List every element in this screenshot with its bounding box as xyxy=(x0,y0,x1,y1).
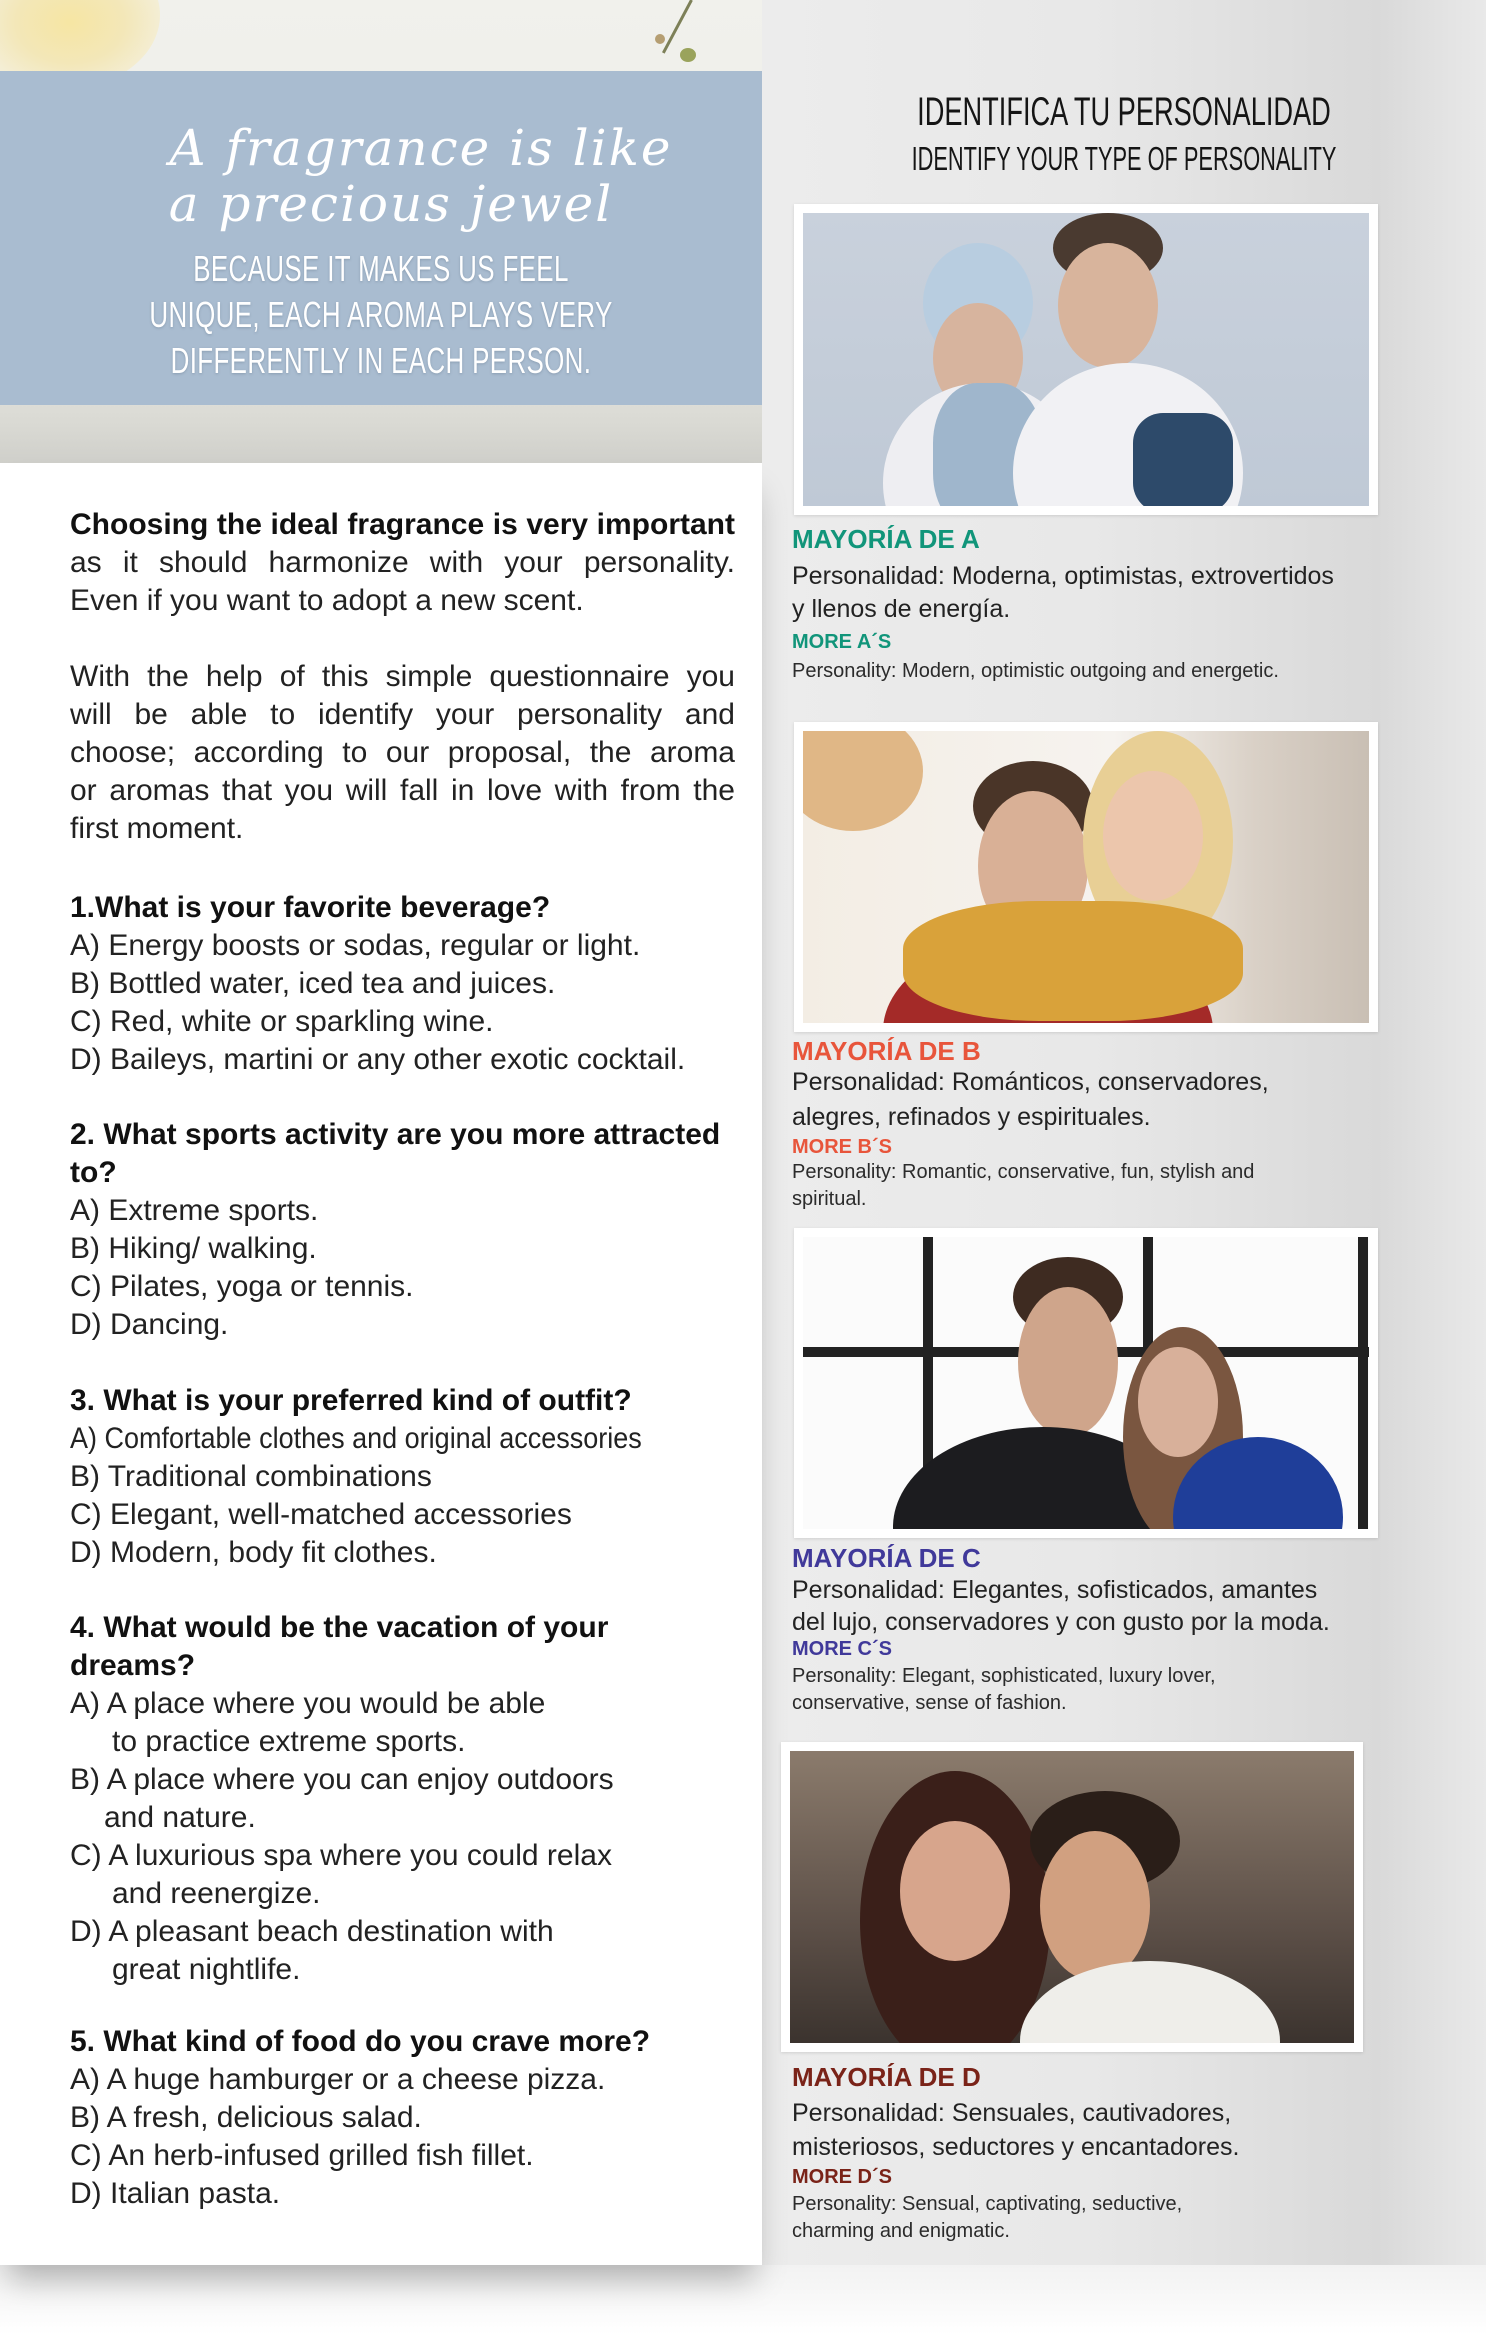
jacket-shape xyxy=(1133,413,1233,506)
question-option: B) Bottled water, iced tea and juices. xyxy=(70,967,556,1000)
question-title: 5. What kind of food do you crave more? xyxy=(70,2025,651,2058)
question-option: D) Modern, body fit clothes. xyxy=(70,1536,437,1569)
result-title-a: MAYORÍA DE A xyxy=(792,524,980,554)
ornament-shape xyxy=(803,731,923,831)
question-option: C) Pilates, yoga or tennis. xyxy=(70,1270,414,1303)
page-bottom xyxy=(0,2265,1486,2335)
face-shape xyxy=(1040,1831,1150,1981)
question-option-continued: great nightlife. xyxy=(112,1953,301,1986)
quote-script-line: a precious jewel xyxy=(168,175,614,233)
bud-decoration xyxy=(680,48,696,62)
result-more-c: MORE C´S xyxy=(792,1638,892,1660)
question-option: C) Elegant, well-matched accessories xyxy=(70,1498,572,1531)
question-option: D) Dancing. xyxy=(70,1308,229,1341)
result-text-en: Personality: Modern, optimistic outgoing and energetic. xyxy=(792,660,1279,682)
question-option: B) A fresh, delicious salad. xyxy=(70,2101,422,2134)
question-option: B) Traditional combinations xyxy=(70,1460,432,1493)
quote-script-line: A fragrance is like xyxy=(169,119,673,177)
question-option: A) Energy boosts or sodas, regular or light. xyxy=(70,929,641,962)
face-shape xyxy=(1103,771,1203,901)
face-shape xyxy=(1138,1347,1218,1457)
question-option: D) Baileys, martini or any other exotic cocktail. xyxy=(70,1043,686,1076)
shirt-shape xyxy=(1020,1961,1280,2043)
result-title-d: MAYORÍA DE D xyxy=(792,2062,981,2092)
result-text-en: Personality: Elegant, sophisticated, luxury lover, xyxy=(792,1665,1216,1687)
quote-caps-line: UNIQUE, EACH AROMA PLAYS VERY xyxy=(149,294,613,335)
result-text-es: del lujo, conservadores y con gusto por la moda. xyxy=(792,1608,1330,1636)
question-title: 3. What is your preferred kind of outfit? xyxy=(70,1384,632,1417)
result-text-es: Personalidad: Sensuales, cautivadores, xyxy=(792,2099,1232,2127)
question-option: A) Comfortable clothes and original accessories xyxy=(70,1422,642,1455)
intro-text: or aromas that you will fall in love with from the xyxy=(70,774,735,807)
face-shape xyxy=(900,1821,1010,1961)
results-heading-en: IDENTIFY YOUR TYPE OF PERSONALITY xyxy=(911,140,1337,177)
result-text-es: alegres, refinados y espirituales. xyxy=(792,1103,1151,1131)
result-text-es: Personalidad: Moderna, optimistas, extrovertidos xyxy=(792,562,1334,590)
window-bar xyxy=(1358,1237,1368,1529)
question-title: to? xyxy=(70,1156,117,1189)
face-shape xyxy=(1018,1287,1118,1437)
question-option-continued: and reenergize. xyxy=(112,1877,321,1910)
result-more-b: MORE B´S xyxy=(792,1136,892,1158)
photo-personality-c xyxy=(794,1228,1378,1538)
intro-text: will be able to identify your personality and xyxy=(70,698,735,731)
photo-personality-a xyxy=(794,204,1378,515)
question-title: 4. What would be the vacation of your xyxy=(70,1611,609,1644)
question-option: C) A luxurious spa where you could relax xyxy=(70,1839,612,1872)
intro-text: choose; according to our proposal, the aroma xyxy=(70,736,735,769)
result-text-en: spiritual. xyxy=(792,1188,867,1210)
question-title: 1.What is your favorite beverage? xyxy=(70,891,551,924)
results-heading-es: IDENTIFICA TU PERSONALIDAD xyxy=(917,90,1331,134)
question-option: D) A pleasant beach destination with xyxy=(70,1915,554,1948)
face-shape xyxy=(1058,243,1158,368)
question-option-continued: and nature. xyxy=(104,1801,256,1834)
intro-text: as it should harmonize with your personality. xyxy=(70,546,735,579)
result-text-es: Personalidad: Románticos, conservadores, xyxy=(792,1068,1269,1096)
result-text-es: Personalidad: Elegantes, sofisticados, amantes xyxy=(792,1576,1318,1604)
result-more-d: MORE D´S xyxy=(792,2166,892,2188)
question-option: D) Italian pasta. xyxy=(70,2177,281,2210)
intro-text: Even if you want to adopt a new scent. xyxy=(70,584,584,617)
result-more-a: MORE A´S xyxy=(792,631,892,653)
quote-box xyxy=(0,71,762,405)
question-option: B) A place where you can enjoy outdoors xyxy=(70,1763,614,1796)
result-text-es: misteriosos, seductores y encantadores. xyxy=(792,2133,1240,2161)
stem-decoration xyxy=(662,0,693,54)
result-text-en: Personality: Sensual, captivating, seductive, xyxy=(792,2193,1183,2215)
bud-decoration xyxy=(655,34,665,44)
question-option: C) An herb-infused grilled fish fillet. xyxy=(70,2139,534,2172)
intro-text: first moment. xyxy=(70,812,244,845)
quote-caps-line: DIFFERENTLY IN EACH PERSON. xyxy=(170,340,592,381)
photo-personality-d xyxy=(781,1742,1363,2052)
question-option: A) A huge hamburger or a cheese pizza. xyxy=(70,2063,606,2096)
quote-caps-line: BECAUSE IT MAKES US FEEL xyxy=(193,248,569,289)
result-text-en: conservative, sense of fashion. xyxy=(792,1692,1067,1714)
photo-personality-b xyxy=(794,722,1378,1032)
result-text-es: y llenos de energía. xyxy=(792,595,1011,623)
arms-shape xyxy=(903,901,1243,1021)
intro-text: With the help of this simple questionnaire you xyxy=(70,660,735,693)
result-title-b: MAYORÍA DE B xyxy=(792,1036,981,1066)
question-option: A) A place where you would be able xyxy=(70,1687,546,1720)
question-title: dreams? xyxy=(70,1649,196,1682)
result-text-en: Personality: Romantic, conservative, fun, stylish and xyxy=(792,1161,1255,1183)
question-option: A) Extreme sports. xyxy=(70,1194,319,1227)
intro-bold: Choosing the ideal fragrance is very important xyxy=(70,508,735,541)
result-text-en: charming and enigmatic. xyxy=(792,2220,1010,2242)
result-title-c: MAYORÍA DE C xyxy=(792,1543,981,1573)
question-option: C) Red, white or sparkling wine. xyxy=(70,1005,494,1038)
question-option: B) Hiking/ walking. xyxy=(70,1232,317,1265)
question-option-continued: to practice extreme sports. xyxy=(112,1725,466,1758)
question-title: 2. What sports activity are you more attracted xyxy=(70,1118,721,1151)
